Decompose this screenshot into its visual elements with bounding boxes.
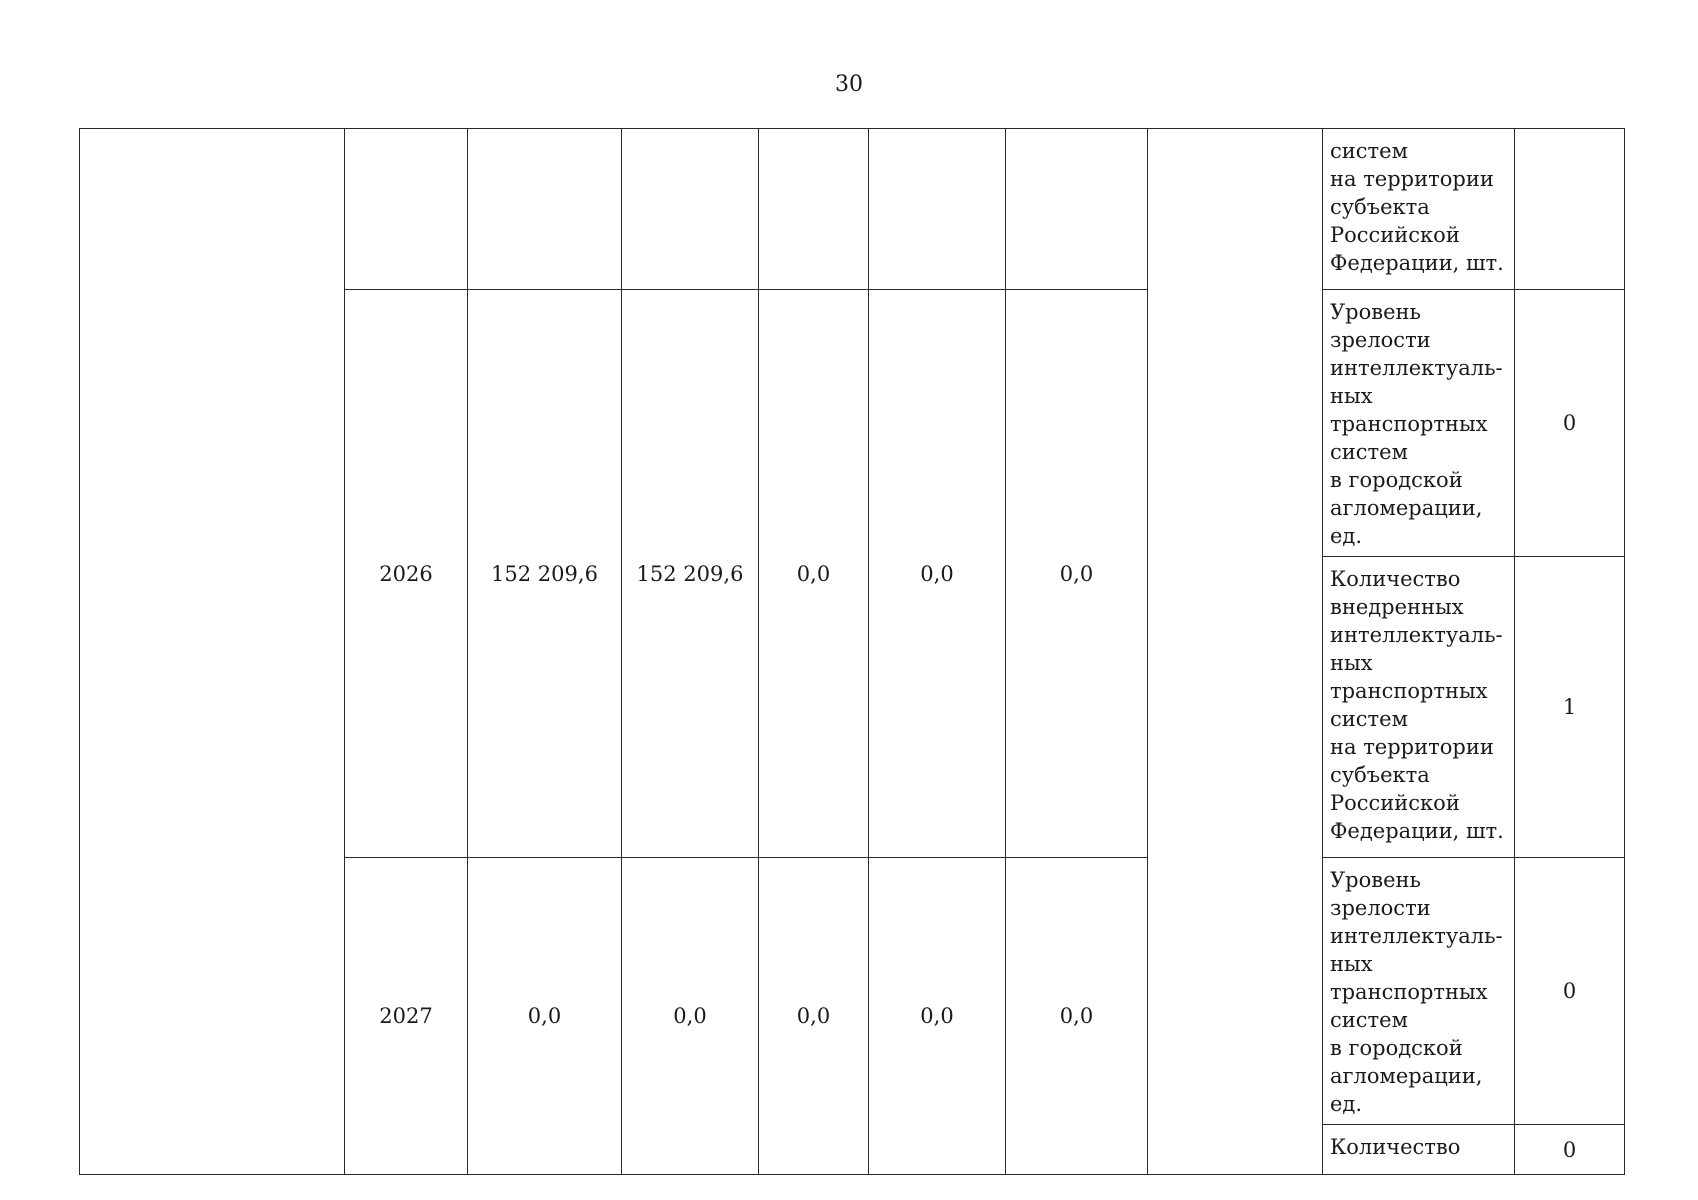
indicator-value: 0 — [1515, 1125, 1625, 1175]
extra-budget-cell: 0,0 — [1006, 290, 1148, 858]
page-number: 30 — [835, 72, 863, 97]
indicator-label: систем на территории субъекта Российской Федерации, шт. — [1323, 129, 1515, 290]
indicator-value — [1515, 129, 1625, 290]
year-cell: 2026 — [345, 290, 468, 858]
empty-name-cell — [80, 129, 345, 1175]
empty-cell — [345, 129, 468, 290]
indicator-label: Количество внедренных интеллектуаль- ных транспортных систем на территории субъекта Российской Федерации, шт. — [1323, 557, 1515, 858]
regional-cell: 0,0 — [759, 858, 869, 1175]
total-cell: 152 209,6 — [468, 290, 622, 858]
indicator-label: Уровень зрелости интеллектуаль- ных транспортных систем в городской агломерации, ед. — [1323, 858, 1515, 1125]
local-cell: 0,0 — [869, 290, 1006, 858]
empty-cell — [622, 129, 759, 290]
total-cell: 0,0 — [468, 858, 622, 1175]
table-row — [80, 129, 1625, 290]
extra-budget-cell: 0,0 — [1006, 858, 1148, 1175]
regional-cell: 0,0 — [759, 290, 869, 858]
indicator-value: 0 — [1515, 290, 1625, 557]
empty-cell — [1006, 129, 1148, 290]
indicator-value: 0 — [1515, 858, 1625, 1125]
empty-executor-cell — [1148, 129, 1323, 1175]
indicator-label: Количество — [1323, 1125, 1515, 1175]
empty-cell — [869, 129, 1006, 290]
local-cell: 0,0 — [869, 858, 1006, 1175]
indicator-value: 1 — [1515, 557, 1625, 858]
federal-cell: 152 209,6 — [622, 290, 759, 858]
empty-cell — [468, 129, 622, 290]
federal-cell: 0,0 — [622, 858, 759, 1175]
budget-table — [79, 128, 1625, 1175]
year-cell: 2027 — [345, 858, 468, 1175]
indicator-label: Уровень зрелости интеллектуаль- ных транспортных систем в городской агломерации, ед. — [1323, 290, 1515, 557]
empty-cell — [759, 129, 869, 290]
